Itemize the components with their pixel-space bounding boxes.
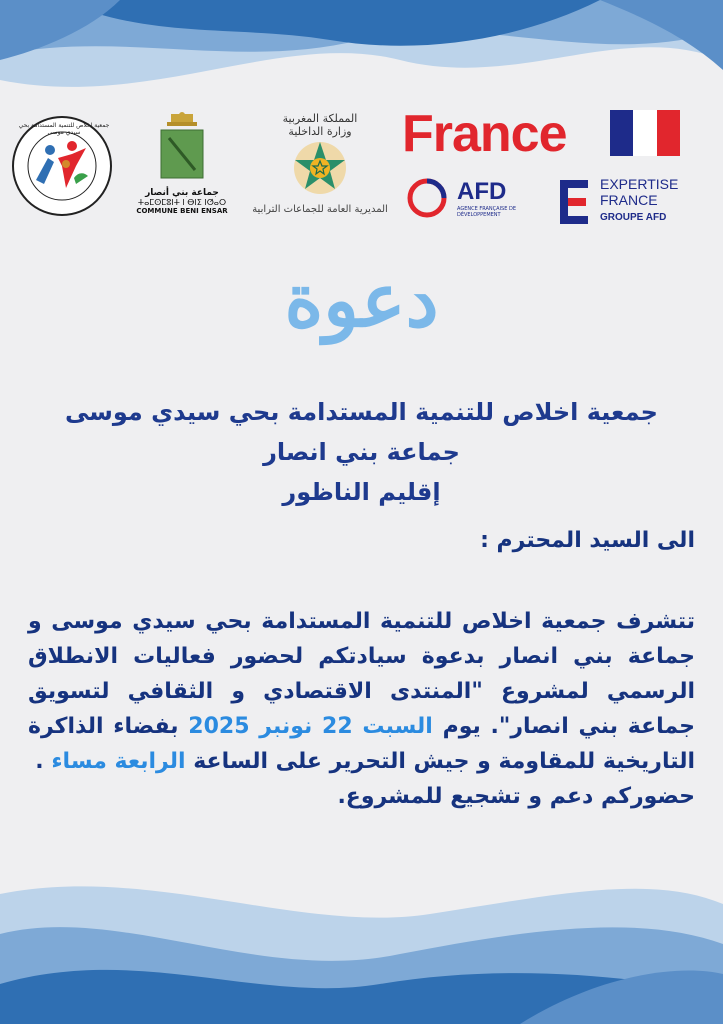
- event-date: السبت 22 نونبر 2025: [188, 714, 433, 739]
- commune-caption-french: COMMUNE BENI ENSAR: [136, 207, 228, 215]
- salutation: الى السيد المحترم :: [480, 528, 695, 553]
- province-name: إقليم الناظور: [282, 478, 441, 506]
- afd-subtitle: AGENCE FRANÇAISE DE DÉVELOPPEMENT: [457, 206, 516, 218]
- body-part-2: . يوم: [432, 714, 499, 739]
- association-ring-text: جمعية اخلاص للتنمية المستدامة بحي سيدي موسى: [18, 122, 110, 136]
- ministry-name-text: وزارة الداخلية: [288, 125, 352, 138]
- france-logo-text: France: [402, 105, 567, 163]
- star-emblem-icon: [288, 138, 352, 198]
- ministry-directorate-text: المديرية العامة للجماعات الترابية: [252, 204, 388, 215]
- body-part-4: .: [35, 749, 52, 774]
- invitation-title: دعوة: [284, 258, 439, 344]
- invitation-body: [28, 604, 695, 814]
- france-flag-icon: [610, 110, 680, 156]
- project-name: "المنتدى الاقتصادي و الثقافي لتسويق جماعة بني انصار": [28, 679, 695, 739]
- bottom-wave-decoration: [0, 874, 723, 1024]
- commune-caption-tifinagh: ⵜⴰⵎⵙⵎⵓⵏⵜ ⵏ ⴱⵏⵉ ⵏⵚⴰⵔ: [137, 198, 227, 207]
- expertise-line-1: EXPERTISE: [600, 176, 679, 192]
- body-part-1: تتشرف جمعية اخلاص للتنمية المستدامة بحي سيدي موسى و جماعة بني انصار بدعوة سيادتكم لحضور فعاليات الانطلاق الرسمي لمشروع: [28, 609, 695, 704]
- commune-name: جماعة بني انصار: [263, 438, 460, 466]
- afd-logo-text: AFD: [457, 178, 507, 205]
- crown-shield-icon: [157, 112, 207, 182]
- ministry-logo: [236, 112, 404, 224]
- top-wave-decoration: [0, 0, 723, 110]
- expertise-line-2: FRANCE: [600, 192, 658, 208]
- expertise-group-text: GROUPE AFD: [600, 212, 667, 223]
- expertise-e-icon: [558, 178, 592, 226]
- organizer-name: جمعية اخلاص للتنمية المستدامة بحي سيدي موسى: [65, 398, 658, 426]
- event-time: الرابعة مساء: [51, 749, 186, 774]
- body-part-3: بفضاء الذاكرة التاريخية للمقاومة و جيش التحرير على الساعة: [28, 714, 695, 774]
- ministry-kingdom-text: المملكة المغربية: [282, 112, 358, 125]
- afd-logo: [405, 178, 535, 218]
- afd-ring-icon: [405, 178, 451, 218]
- closing-line: حضوركم دعم و تشجيع للمشروع.: [337, 784, 695, 809]
- commune-caption-arabic: جماعة بني أنصار: [145, 188, 219, 198]
- commune-logo: [136, 112, 228, 224]
- organizer-header: [60, 392, 663, 512]
- expertise-france-logo: [558, 176, 708, 226]
